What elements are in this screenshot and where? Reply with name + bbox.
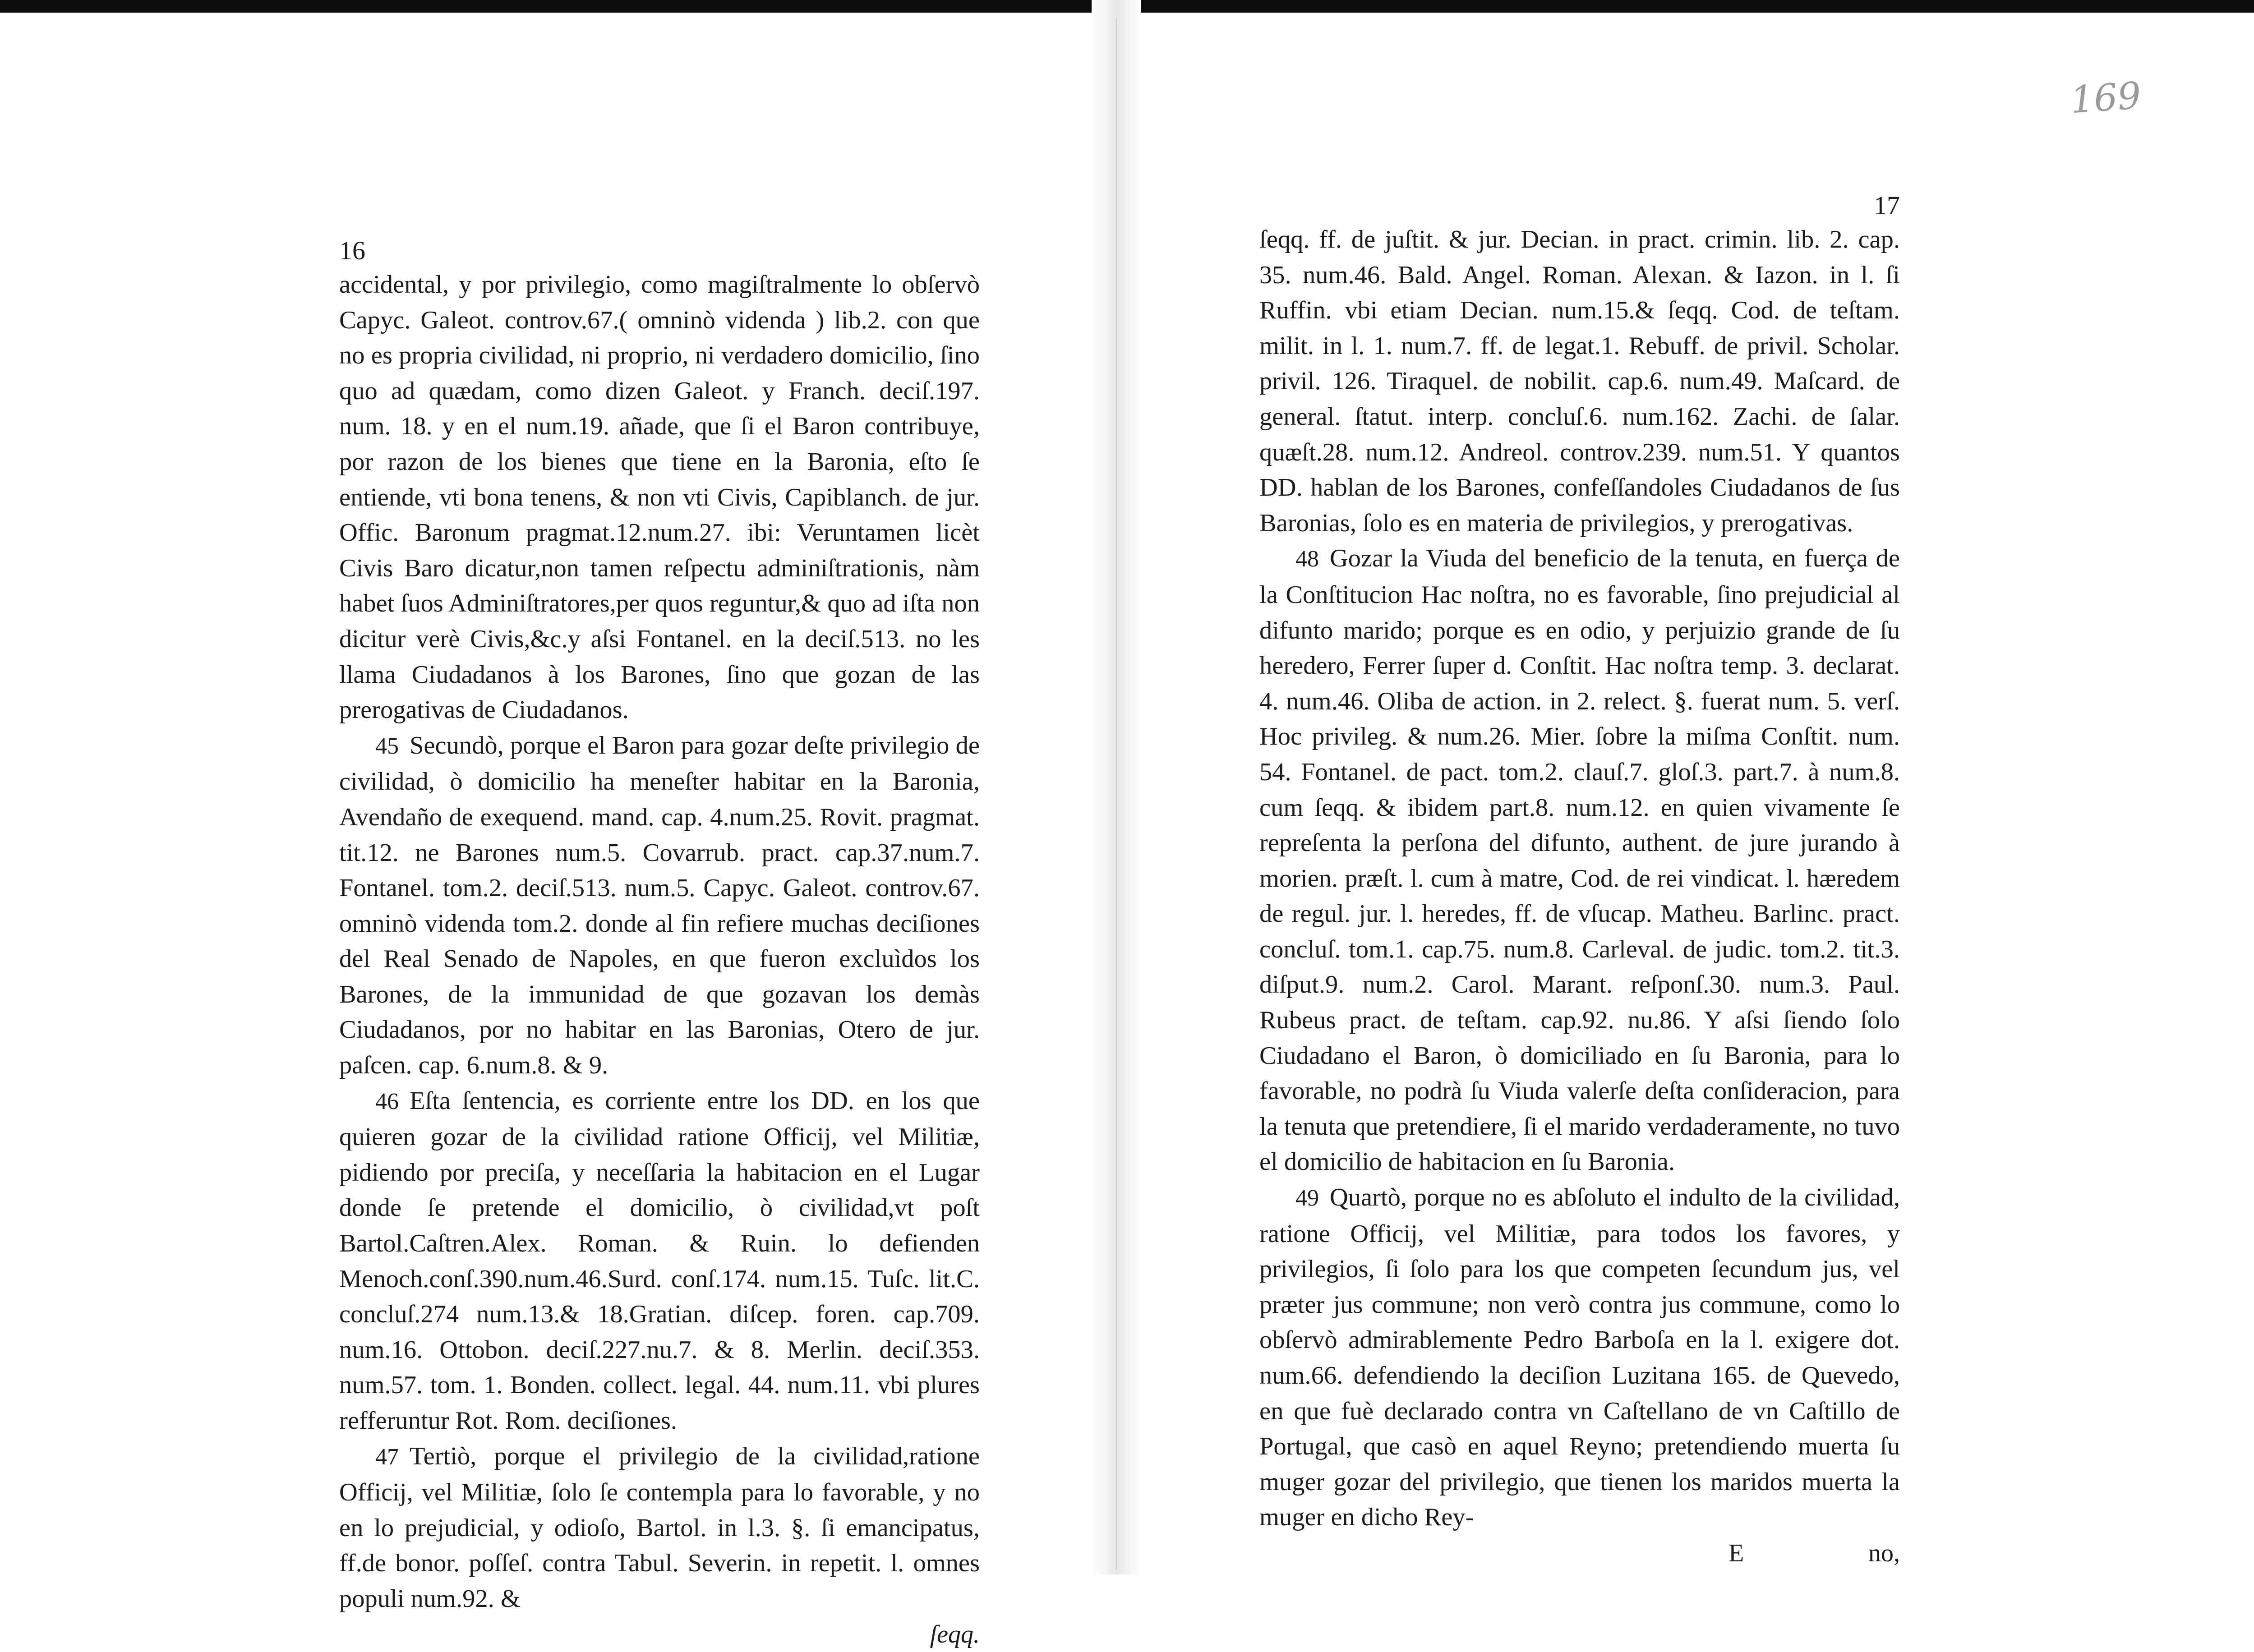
paragraph-number: 47 [375,1444,399,1470]
paragraph-46 [339,1083,980,1439]
paragraph-text: Eſta ſentencia, es corriente entre los DD. en los que quieren gozar de la civilidad ratione Officij, vel Militiæ, pidiendo por preciſa, y neceſſaria la habitacion en el Lugar donde ſe pretende el domicilio, ò civilidad,vt poſt Bartol.Caſtren.Alex. Roman. & Ruin. lo defienden Menoch.conſ.390.num.46.Surd. conſ.174. num.15. Tuſc. lit.C. concluſ.274 num.13.& 18.Gratian. diſcep. foren. cap.709. num.16. Ottobon. deciſ.227.nu.7. & 8. Merlin. deciſ.353. num.57. tom. 1. Bonden. collect. legal. 44. num.11. vbi plures refferuntur Rot. Rom. deciſiones. [339,1086,980,1435]
paragraph-text: accidental, y por privilegio, como magiſtralmente lo obſervò Capyc. Galeot. controv.67.( omninò videnda ) lib.2. con que no es propria civilidad, ni proprio, ni verdadero domicilio, ſino quo ad quædam, como dizen Galeot. y Franch. deciſ.197. num. 18. y en el num.19. añade, que ſi el Baron contribuye, por razon de los bienes que tiene en la Baronia, eſto ſe entiende, vti bona tenens, & non vti Civis, Capiblanch. de jur. Offic. Baronum pragmat.12.num.27. ibi: Veruntamen licèt Civis Baro dicatur,non tamen reſpectu adminiſtrationis, nàm habet ſuos Adminiſtratores,per quos reguntur,& quo ad iſta non dicitur verè Civis,&c.y aſsi Fontanel. en la deciſ.513. no les llama Ciudadanos à los Barones, ſino que gozan de las prerogativas de Ciudadanos. [339,271,980,724]
right-catchword: no, [1868,1539,1900,1567]
gutter-fold [1116,18,1117,1569]
left-page [339,235,980,1652]
paragraph-text: Tertiò, porque el privilegio de la civilidad,ratione Officij, vel Militiæ, ſolo ſe contempla para lo favorable, y no en lo prejudicial, y odioſo, Bartol. in l.3. §. ſi emancipatus, ff.de bonor. poſſeſ. contra Tabul. Severin. in repetit. l. omnes populi num.92. & [339,1442,980,1613]
handwritten-folio-number: 169 [2069,74,2143,122]
paragraph-48 [1259,541,1900,1180]
right-page-body [1259,222,1900,1535]
right-page-number: 17 [1874,191,1900,220]
paragraph-number: 48 [1295,546,1319,572]
paragraph-49 [1259,1180,1900,1535]
paragraph-45 [339,728,980,1083]
paragraph-47 [339,1439,980,1617]
paragraph-text: Quartò, porque no es abſoluto el indulto de la civilidad, ratione Officij, vel Militiæ, para todos los favores, y privilegios, ſi ſolo para los que competen ſecundum jus, vel præter jus commune; non verò contra jus commune, como lo obſervò admirablemente Pedro Barboſa en la l. exigere dot. num.66. defendiendo la deciſion Luzitana 165. de Quevedo, en que fuè declarado contra vn Caſtellano de vn Caſtillo de Portugal, que casò en aquel Reyno; pretendiendo muerta ſu muger gozar del privilegio, que tienen los maridos muerta la muger en dicho Rey- [1259,1183,1900,1532]
left-page-number: 16 [339,236,365,265]
signature-mark: E [1729,1539,1744,1567]
paragraph-number: 45 [375,733,399,759]
paragraph-text: Secundò, porque el Baron para gozar deſte privilegio de civilidad, ò domicilio ha meneſter habitar en la Baronia, Avendaño de exequend. mand. cap. 4.num.25. Rovit. pragmat. tit.12. ne Barones num.5. Covarrub. pract. cap.37.num.7. Fontanel. tom.2. deciſ.513. num.5. Capyc. Galeot. controv.67. omninò videnda tom.2. donde al fin refiere muchas deciſiones del Real Senado de Napoles, en que fueron excluìdos los Barones, de la immunidad de que gozavan los demàs Ciudadanos, por no habitar en las Baronias, Otero de jur. paſcen. cap. 6.num.8. & 9. [339,731,980,1080]
right-page [1259,189,1900,1571]
left-page-body [339,267,980,1617]
paragraph-number: 46 [375,1088,399,1114]
paragraph-text: ſeqq. ff. de juſtit. & jur. Decian. in pract. crimin. lib. 2. cap. 35. num.46. Bald. Angel. Roman. Alexan. & Iazon. in l. ſi Ruffin. vbi etiam Decian. num.15.& ſeqq. Cod. de teſtam. milit. in l. 1. num.7. ff. de legat.1. Rebuff. de privil. Scholar. privil. 126. Tiraquel. de nobilit. cap.6. num.49. Maſcard. de general. ſtatut. interp. concluſ.6. num.162. Zachi. de ſalar. quæſt.28. num.12. Andreol. controv.239. num.51. Y quantos DD. hablan de los Barones, confeſſandoles Ciudadanos de ſus Baronias, ſolo es en materia de privilegios, y prerogativas. [1259,225,1900,537]
paragraph-continuation [339,267,980,728]
paragraph-text: Gozar la Viuda del beneficio de la tenuta, en fuerça de la Conſtitucion Hac noſtra, no es favorable, ſino prejudicial al difunto marido; porque es en odio, y perjuizio grande de ſu heredero, Ferrer ſuper d. Conſtit. Hac noſtra temp. 3. declarat. 4. num.46. Oliba de action. in 2. relect. §. fuerat num. 5. verſ. Hoc privileg. & num.26. Mier. ſobre la miſma Conſtit. num. 54. Fontanel. de pact. tom.2. clauſ.7. gloſ.3. part.7. à num.8. cum ſeqq. & ibidem part.8. num.12. en quien vivamente ſe repreſenta la perſona del difunto, authent. de jure jurando à morien. præſt. l. cum à matre, Cod. de rei vindicat. l. hæredem de regul. jur. l. heredes, ff. de vſucap. Matheu. Barlinc. pract. concluſ. tom.1. cap.75. num.8. Carleval. de judic. tom.2. tit.3. diſput.9. num.2. Carol. Marant. reſponſ.30. num.3. Paul. Rubeus pract. de teſtam. cap.92. nu.86. Y aſsi ſiendo ſolo Ciudadano el Baron, ò domiciliado en ſu Baronia, para lo favorable, no podrà ſu Viuda valerſe deſta conſideracion, para la tenuta que pretendiere, ſi el marido verdaderamente, no tuvo el domicilio de habitacion en ſu Baronia. [1259,544,1900,1176]
paragraph-number: 49 [1295,1185,1319,1211]
paragraph-continuation [1259,222,1900,541]
left-catchword: ſeqq. [930,1620,980,1648]
page-footer [1259,1535,1900,1571]
